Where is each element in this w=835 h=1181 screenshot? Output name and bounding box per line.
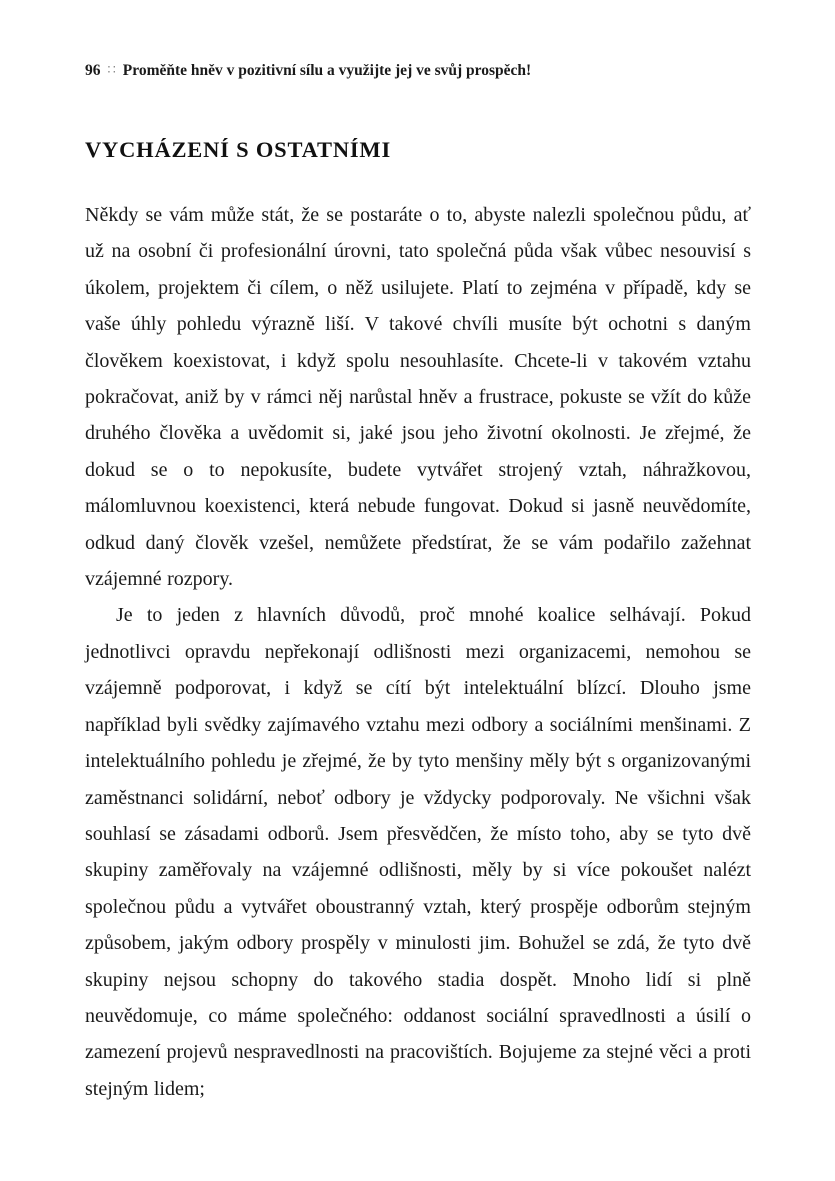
paragraph: Někdy se vám může stát, že se postaráte o to, abyste nalezli společnou půdu, ať už na osobní či profesionální úrovni, tato společná půda však vůbec nesouvisí s úkolem, projektem či cílem, o něž usilujete. Platí to zejména v případě, kdy se vaše úhly pohledu výrazně liší. V takové chvíli musíte být ochotni s daným člověkem koexistovat, i když spolu nesouhlasíte. Chcete-li v takovém vztahu pokračovat, aniž by v rámci něj narůstal hněv a frustrace, pokuste se vžít do kůže druhého člověka a uvědomit si, jaké jsou jeho životní okolnosti. Je zřejmé, že dokud se o to nepokusíte, budete vytvářet strojený vztah, náhražkovou, málomluvnou koexistenci, která nebude fungovat. Dokud si jasně neuvědomíte, odkud daný člověk vzešel, nemůžete předstírat, že se vám podařilo zažehnat vzájemné rozpory. [85, 204, 751, 591]
page-number: 96 [85, 62, 101, 79]
running-header [85, 62, 751, 80]
running-title: Proměňte hněv v pozitivní sílu a využijte jej ve svůj prospěch! [122, 62, 532, 79]
paragraph: Je to jeden z hlavních důvodů, proč mnohé koalice selhávají. Pokud jednotlivci opravdu nepřekonají odlišnosti mezi organizacemi, nemohou se vzájemně podporovat, i když se cítí být intelektuální blízcí. Dlouho jsme například byli svědky zajímavého vztahu mezi odbory a sociálními menšinami. Z intelektuálního pohledu je zřejmé, že by tyto menšiny měly být s organizovanými zaměstnanci solidární, neboť odbory je vždycky podporovaly. Ne všichni však souhlasí se zásadami odborů. Jsem přesvědčen, že místo toho, aby se tyto dvě skupiny zaměřovaly na vzájemné odlišnosti, měly by si více pokoušet nalézt společnou půdu a vytvářet oboustranný vztah, který prospěje odborům stejným způsobem, jakým odbory prospěly v minulosti jim. Bohužel se zdá, že tyto dvě skupiny nejsou schopny do takového stadia dospět. Mnoho lidí si plně neuvědomuje, co máme společného: oddanost sociální spravedlnosti a úsilí o zamezení projevů nespravedlnosti na pracovištích. Bojujeme za stejné věci a proti stejným lidem; [85, 604, 751, 1100]
header-separator-icon: ∷ [107, 62, 116, 77]
body-text [85, 197, 751, 1107]
section-heading: VYCHÁZENÍ S OSTATNÍMI [85, 137, 392, 162]
